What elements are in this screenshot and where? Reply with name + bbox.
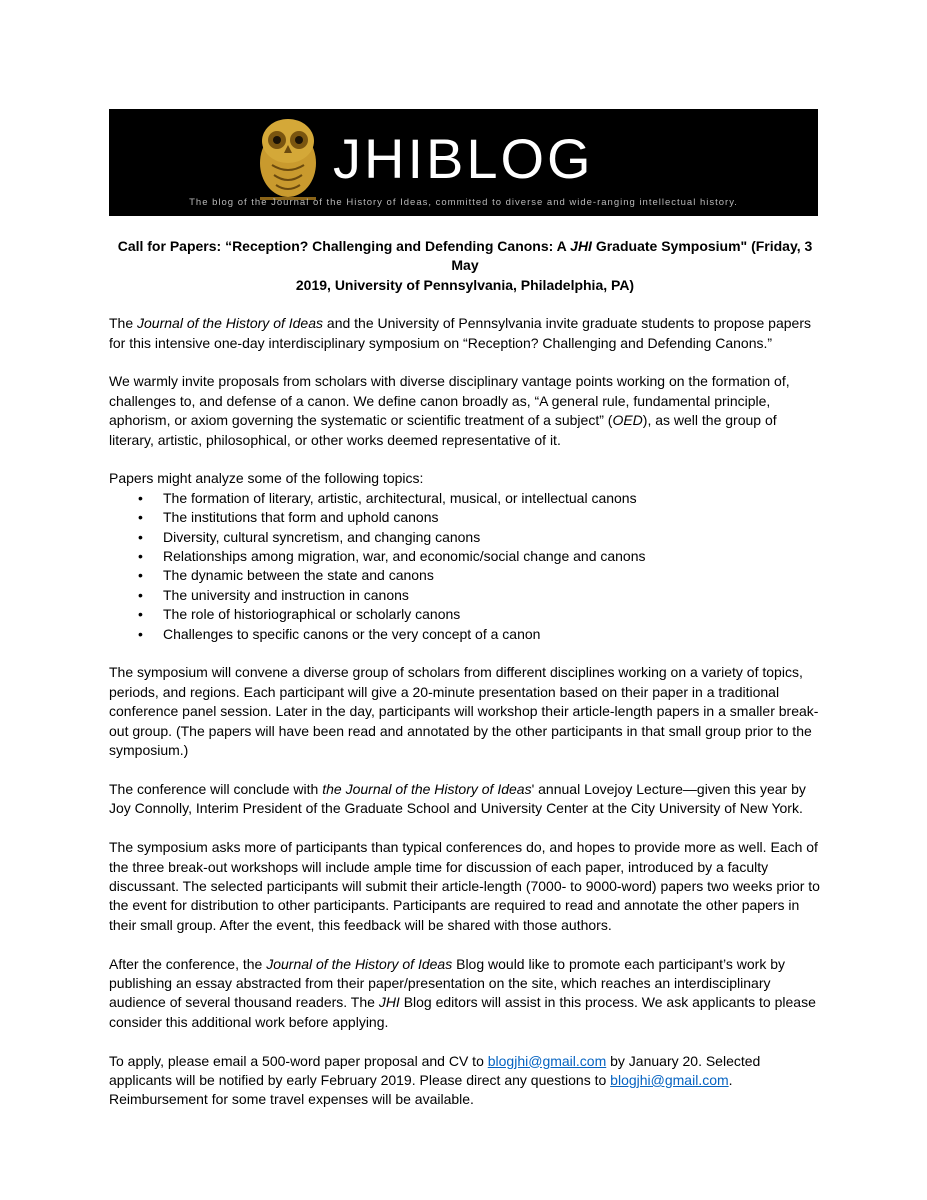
lovejoy-lecture-paragraph: The conference will conclude with the Journal of the History of Ideas' annual Lovejoy Lecture—given this year by Joy Connolly, Interim President of the Graduate School and University Center at the City University of New York. — [109, 780, 806, 817]
list-item: • The institutions that form and uphold canons — [109, 508, 821, 527]
list-item: • Relationships among migration, war, and economic/social change and canons — [109, 547, 821, 566]
bullet-icon: • — [138, 586, 143, 603]
list-item: • The dynamic between the state and canons — [109, 566, 821, 585]
jhiblog-banner — [109, 109, 818, 216]
email-link[interactable]: blogjhi@gmail.com — [487, 1052, 607, 1069]
intro-paragraph: The Journal of the History of Ideas and the University of Pennsylvania invite graduate students to propose papers for this intensive one-day interdisciplinary symposium on “Reception? Challenging and Defending Canons.” — [109, 315, 811, 351]
workshop-paragraph: The symposium asks more of participants than typical conferences do, and hopes to provide more as well. Each of the three break-out workshops will include ample time for discussion of each paper, introduced by a faculty discussant. The selected participants will submit their article-length (7000- to 9000-word) papers two weeks prior to the event for distribution to other participants. Participants are required to read and annotate the other papers in their small group. After the event, this feedback will be shared with those authors. — [109, 839, 820, 933]
document-body — [109, 237, 821, 1129]
bullet-icon: • — [138, 606, 143, 623]
bullet-icon: • — [138, 489, 143, 506]
blog-title: JHIBLOG — [333, 127, 594, 190]
bullet-icon: • — [138, 567, 143, 584]
canon-definition-paragraph: We warmly invite proposals from scholars with diverse disciplinary vantage points working on the formation of, challenges to, and defense of a canon. We define canon broadly as, “A general rule, fundamental principle, aphorism, or axiom governing the systematic or scientific treatment of a subject” (OED), as well the group of literary, artistic, philosophical, or other works deemed representative of it. — [109, 373, 790, 448]
topics-list — [109, 489, 821, 644]
symposium-format-paragraph: The symposium will convene a diverse group of scholars from different disciplines working on a variety of topics, periods, and regions. Each participant will give a 20-minute presentation based on their paper in a traditional conference panel session. Later in the day, participants will workshop their article-length papers in a smaller break-out group. (The papers will have been read and annotated by the other participants in that small group prior to the symposium.) — [109, 664, 819, 759]
bullet-icon: • — [138, 528, 143, 545]
blog-tagline: The blog of the Journal of the History of Ideas, committed to diverse and wide-ranging intellectual history. — [189, 197, 738, 208]
blog-essay-paragraph: After the conference, the Journal of the History of Ideas Blog would like to promote each participant’s work by publishing an essay abstracted from their paper/presentation on the site, which reaches an interdisciplinary audience of several thousand readers. The JHI Blog editors will assist in this process. We ask applicants to please consider this additional work before applying. — [109, 955, 816, 1030]
list-item: • The formation of literary, artistic, architectural, musical, or intellectual canons — [109, 489, 821, 508]
owl-icon — [246, 113, 330, 201]
email-link[interactable]: blogjhi@gmail.com — [610, 1071, 729, 1088]
list-item: • Diversity, cultural syncretism, and changing canons — [109, 528, 821, 547]
page-title: Call for Papers: “Reception? Challenging and Defending Canons: A JHI Graduate Symposium" (Friday, 3 May 2019, University of Pennsylvania, Philadelphia, PA) — [117, 238, 813, 293]
bullet-icon: • — [138, 625, 143, 642]
list-item: • The role of historiographical or scholarly canons — [109, 605, 821, 624]
topics-intro: Papers might analyze some of the following topics: — [109, 470, 424, 487]
list-item: • Challenges to specific canons or the very concept of a canon — [109, 625, 821, 644]
bullet-icon: • — [138, 548, 143, 565]
bullet-icon: • — [138, 509, 143, 526]
application-paragraph: To apply, please email a 500-word paper proposal and CV to blogjhi@gmail.com by January 20. Selected applicants will be notified by early February 2019. Please direct any questions to blogjhi@gmail.com. Reimbursement for some travel expenses will be available. — [109, 1052, 761, 1108]
list-item: • The university and instruction in canons — [109, 586, 821, 605]
